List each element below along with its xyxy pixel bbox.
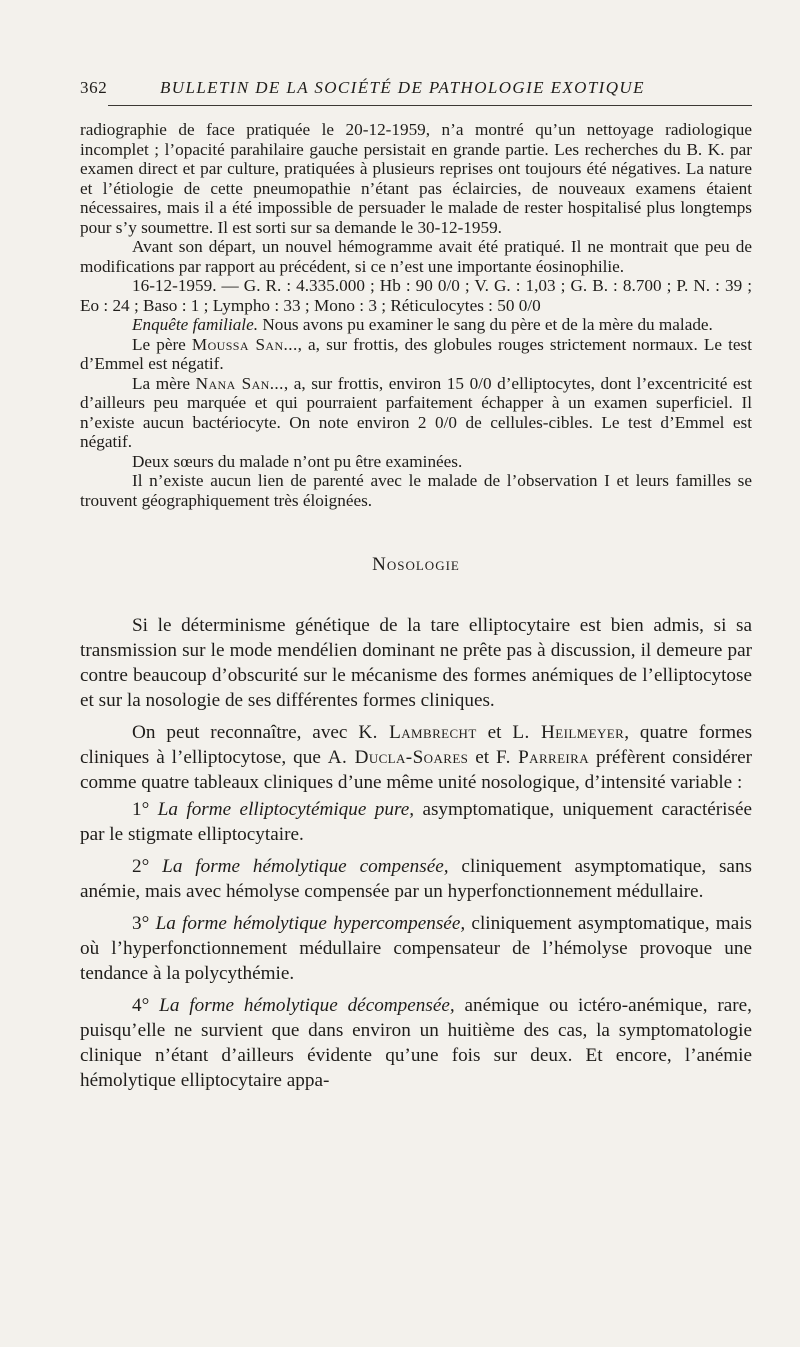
- case-paragraph-pere: [80, 335, 752, 374]
- pere-pre: Le père: [132, 334, 186, 354]
- form-2: [80, 854, 752, 904]
- author-ducla-soares: A. Ducla-Soares: [327, 747, 469, 768]
- authors-text-b: et: [487, 722, 502, 743]
- form-1: [80, 797, 752, 847]
- pere-name: Moussa San...: [191, 334, 298, 354]
- author-lambrecht: K. Lambrecht: [358, 722, 477, 743]
- form-2-number: 2°: [132, 856, 150, 877]
- nosologie-intro: Si le déterminisme génétique de la tare elliptocytaire est bien admis, si sa transmission sur le mode mendélien dominant ne prête pas à discussion, il demeure par contre beaucoup d’obscurité sur le mécanisme des formes anémiques de l’elliptocytose et sur la nosologie de ses différentes formes cliniques.: [80, 615, 752, 711]
- form-1-title: La forme elliptocytémique pure,: [157, 799, 415, 820]
- form-1-text: asymptomatique, uniquement caractérisée par le stigmate elliptocytaire.: [80, 799, 753, 845]
- enquete-text: Nous avons pu examiner le sang du père et de la mère du malade.: [262, 315, 713, 334]
- form-4-number: 4°: [132, 995, 150, 1016]
- case-paragraph-hemogramme: Avant son départ, un nouvel hémogramme avait été pratiqué. Il ne montrait que peu de modifications par rapport au précédent, si ce n’est une importante éosinophilie.: [80, 237, 752, 276]
- case-paragraph-radiographie: radiographie de face pratiquée le 20-12-1959, n’a montré qu’un nettoyage radiologique incomplet ; l’opacité parahilaire gauche persistait en grande partie. Les recherches du B. K. par examen direct et par culture, pratiquées à plusieurs reprises ont toujours été négatives. La nature et l’étiologie de cette pneumopathie n’étant pas éclaircies, de nouveaux examens étaient nécessaires, mais il a été impossible de persuader le malade de rester hospitalisé plus longtemps pour s’y soumettre. Il est sorti sur sa demande le 30-12-1959.: [80, 120, 752, 237]
- form-1-number: 1°: [132, 799, 150, 820]
- mere-text: , a, sur frottis, environ 15 0/0 d’elliptocytes, dont l’excentricité est d’ailleurs peu marquée et qui pourraient parfaitement échapper à un examen superficiel. Il n’existe aucun bactériocyte. On note environ 2 0/0 de cellules-cibles. Le test d’Emmel est négatif.: [80, 373, 753, 451]
- case-paragraph-blood-count: 16-12-1959. — G. R. : 4.335.000 ; Hb : 90 0/0 ; V. G. : 1,03 ; G. B. : 8.700 ; P. N. : 39 ; Eo : 24 ; Baso : 1 ; Lympho : 33 ; Mono : 3 ; Réticulocytes : 50 0/0: [80, 276, 752, 315]
- page: [80, 78, 752, 1100]
- form-2-text: cliniquement asymptomatique, sans anémie, mais avec hémolyse compensée par un hyperfonctionnement médullaire.: [80, 856, 753, 902]
- form-2-title: La forme hémolytique compensée,: [162, 856, 449, 877]
- authors-text-e: préfèrent considérer comme quatre tableaux cliniques d’une même unité nosologique, d’intensité variable :: [80, 747, 753, 793]
- form-4-text: anémique ou ictéro-anémique, rare, puisqu’elle ne survient que dans environ un huitième des cas, la symptomatologie clinique n’étant d’ailleurs évidente qu’une fois sur deux. Et encore, l’anémie hémolytique elliptocytaire appa-: [80, 995, 752, 1091]
- case-paragraph-mere: [80, 374, 752, 452]
- nosologie-body: [80, 613, 752, 1093]
- pere-text: , a, sur frottis, des globules rouges strictement normaux. Le test d’Emmel est négatif.: [80, 334, 752, 373]
- page-number: 362: [80, 78, 108, 97]
- form-3-title: La forme hémolytique hypercompensée,: [155, 913, 466, 934]
- mere-name: Nana San...: [195, 373, 284, 393]
- authors-text-c: , quatre formes cliniques à l’elliptocytose, que: [80, 722, 753, 768]
- form-3-text: cliniquement asymptomatique, mais où l’hyperfonctionnement médullaire compensateur de l’hémolyse provoque une tendance à la polycythémie.: [80, 913, 753, 984]
- form-3: [80, 911, 752, 986]
- enquete-label: Enquête familiale.: [132, 315, 259, 334]
- authors-text-d: et: [475, 747, 490, 768]
- header-rule: [108, 105, 752, 106]
- authors-text-a: On peut reconnaître, avec: [132, 722, 348, 743]
- nosologie-authors: [80, 720, 752, 795]
- section-title: Nosologie: [372, 554, 460, 575]
- case-paragraph-soeurs: Deux sœurs du malade n’ont pu être examinées.: [132, 451, 463, 471]
- author-parreira: F. Parreira: [496, 747, 590, 768]
- mere-pre: La mère: [132, 373, 191, 393]
- case-paragraph-enquete: [80, 315, 752, 335]
- form-4: [80, 993, 752, 1093]
- form-4-title: La forme hémolytique décompensée,: [159, 995, 455, 1016]
- form-3-number: 3°: [132, 913, 150, 934]
- case-notes: [80, 120, 752, 510]
- author-heilmeyer: L. Heilmeyer: [512, 722, 625, 743]
- case-paragraph-parente: Il n’existe aucun lien de parenté avec le malade de l’observation I et leurs familles se trouvent géographiquement très éloignées.: [80, 471, 752, 510]
- running-head: [80, 78, 752, 102]
- journal-title: BULLETIN DE LA SOCIÉTÉ DE PATHOLOGIE EXOTIQUE: [160, 78, 645, 97]
